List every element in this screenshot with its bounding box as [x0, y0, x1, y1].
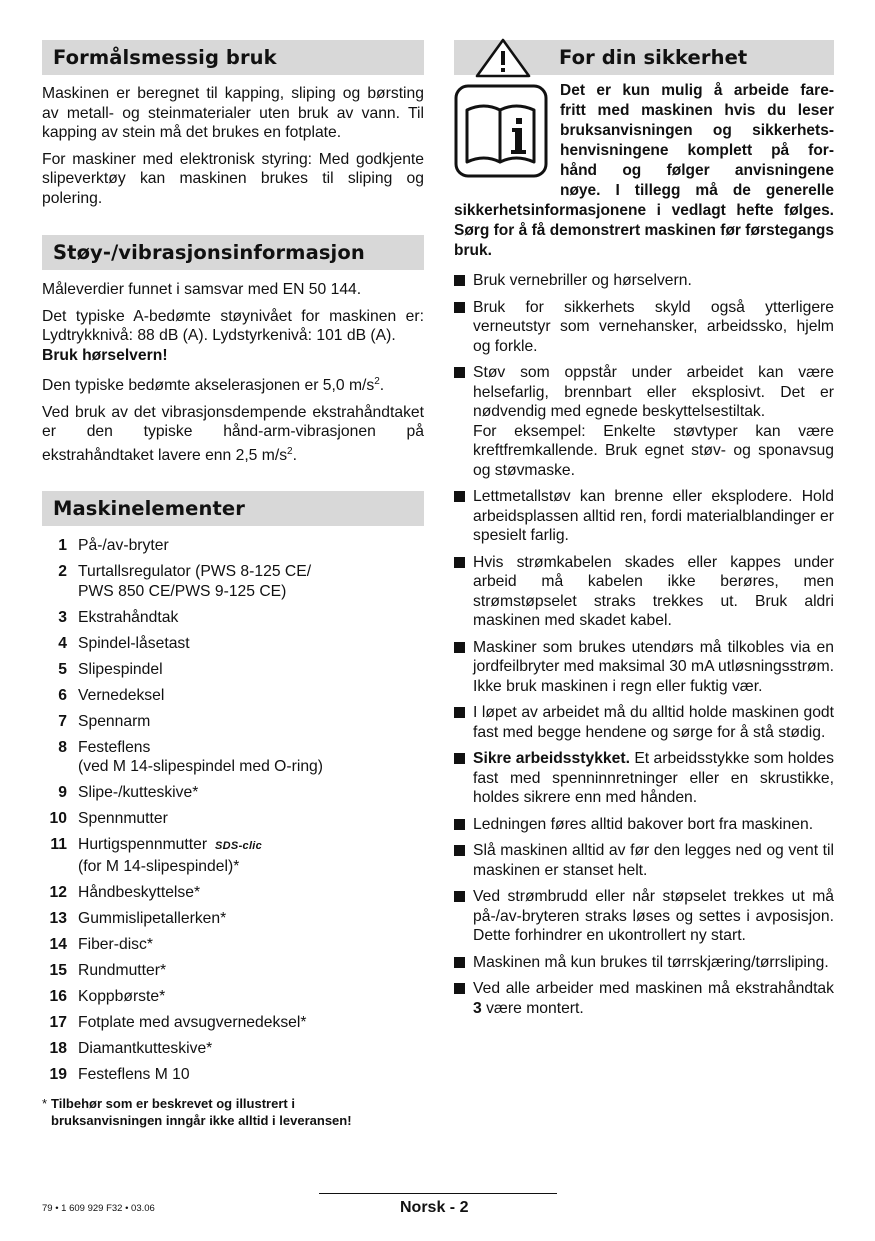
item-text: Diamantkutteskive* [78, 1039, 213, 1057]
intended-use-paragraph-1: Maskinen er beregnet til kapping, sliping og børsting av metall- og steinmaterialer uten bruk av vann. Til kapping av stein må det brukes en fotplate. [42, 85, 424, 141]
machine-element-item [42, 562, 424, 601]
item-number: 2 [58, 563, 67, 581]
accessories-footnote: * Tilbehør som er beskrevet og illustrert i bruksanvisningen inngår ikke alltid i leveransen! [42, 1095, 352, 1128]
machine-element-item [42, 909, 424, 929]
page-label: Norsk - 2 [400, 1199, 469, 1216]
bullet-square-icon [454, 642, 465, 653]
bullet-square-icon [454, 891, 465, 902]
machine-element-item [42, 536, 424, 556]
machine-element-item [42, 835, 424, 876]
bullet-square-icon [454, 845, 465, 856]
safety-intro-continued: sikkerhetsinformasjonene i vedlagt hefte følges. Sørg for å få demonstrert maskinen før førstegangs bruk. [454, 202, 834, 259]
safety-bullet: Sikre arbeidsstykket. Et arbeidsstykke som holdes fast med spenninnretninger eller en skrustikke, holdes sikrere enn med hånden. [454, 749, 834, 808]
item-number: 1 [58, 537, 67, 555]
document-code: 79 • 1 609 929 F32 • 03.06 [42, 1203, 155, 1214]
section-heading-intended-use: Formålsmessig bruk [42, 40, 424, 75]
machine-element-item [42, 608, 424, 628]
machine-element-item [42, 686, 424, 706]
item-text: Ekstrahåndtak [78, 608, 179, 626]
safety-bullet: Bruk for sikkerhets skyld også ytterligere verneutstyr som vernehansker, arbeidssko, hjelm og forkle. [454, 298, 834, 357]
item-text: Slipe-/kutteskive* [78, 784, 199, 802]
safety-bullet: Slå maskinen alltid av før den legges ned og vent til maskinen er stanset helt. [454, 841, 834, 880]
bullet-square-icon [454, 707, 465, 718]
safety-bullet: Ved strømbrudd eller når støpselet trekkes ut må på-/av-bryteren straks løses og settes i avposisjon. Dette forhindrer en ukontrollert ny start. [454, 887, 834, 946]
item-text: Rundmutter* [78, 961, 167, 979]
machine-element-item [42, 935, 424, 955]
item-number: 14 [49, 935, 67, 953]
safety-bullet: Hvis strømkabelen skades eller kappes under arbeid må kabelen ikke berøres, men strømstøpselet straks trekkes ut. Bruk aldri maskinen med skadet kabel. [454, 553, 834, 631]
intended-use-paragraph-2: For maskiner med elektronisk styring: Med godkjente slipeverktøy kan maskinen brukes til sliping og polering. [42, 150, 424, 207]
item-number: 6 [58, 686, 67, 704]
safety-instructions-list [454, 271, 834, 1018]
machine-element-item [42, 1013, 424, 1033]
item-number: 8 [58, 738, 67, 756]
safety-intro-line: fritt med maskinen hvis du leser [560, 102, 834, 119]
item-text: Gummislipetallerken* [78, 909, 227, 927]
noise-paragraph-2: Det typiske A-bedømte støynivået for maskinen er: Lydtrykknivå: 88 dB (A). Lydstyrkenivå: 101 dB (A). [42, 307, 424, 344]
item-text: Turtallsregulator (PWS 8-125 CE/ PWS 850 CE/PWS 9-125 CE) [78, 563, 312, 600]
section-heading-safety: For din sikkerhet [454, 40, 834, 75]
safety-bullet: Maskiner som brukes utendørs må tilkobles via en jordfeilbryter med maksimal 30 mA utløsningsstrøm. Ikke bruk maskinen i regn eller fuktig vær. [454, 638, 834, 697]
hearing-protection-note: Bruk hørselvern! [42, 346, 168, 364]
bullet-square-icon [454, 753, 465, 764]
item-text: Spindel-låsetast [78, 634, 190, 652]
item-text: Festeflens M 10 [78, 1065, 190, 1083]
safety-bullet: Ledningen føres alltid bakover bort fra maskinen. [454, 815, 834, 835]
machine-element-item [42, 738, 424, 777]
item-number: 15 [49, 961, 67, 979]
item-number: 12 [49, 883, 67, 901]
item-number: 16 [49, 987, 67, 1005]
item-text: Festeflens (ved M 14-slipespindel med O-ring) [78, 738, 323, 776]
safety-bullet: Maskinen må kun brukes til tørrskjæring/tørrsliping. [454, 953, 834, 973]
safety-intro-line: bruksanvisningen og sikkerhets- [560, 122, 834, 139]
item-text: Vernedeksel [78, 686, 165, 704]
bullet-square-icon [454, 367, 465, 378]
safety-intro-line: Det er kun mulig å arbeide fare- [560, 82, 834, 99]
safety-bullet: Lettmetallstøv kan brenne eller eksplodere. Hold arbeidsplassen alltid ren, fordi materialblandinger er spesielt farlig. [454, 487, 834, 546]
item-number: 13 [49, 909, 67, 927]
safety-intro-line: nøye. I tillegg må de generelle [560, 182, 834, 199]
machine-element-item [42, 712, 424, 732]
machine-element-item [42, 987, 424, 1007]
item-number: 18 [49, 1039, 67, 1057]
bullet-square-icon [454, 957, 465, 968]
noise-paragraph-3: Den typiske bedømte akselerasjonen er 5,0 $m/s^2$. [42, 376, 385, 395]
machine-element-item [42, 1039, 424, 1059]
item-number: 4 [58, 634, 67, 652]
safety-bullet: I løpet av arbeidet må du alltid holde maskinen godt fast med begge hendene og sørge for å stå stødig. [454, 703, 834, 742]
machine-element-item [42, 883, 424, 903]
machine-element-item [42, 961, 424, 981]
item-number: 3 [58, 608, 67, 626]
machine-element-item [42, 809, 424, 829]
right-column [454, 40, 834, 1018]
read-manual-icon [454, 84, 548, 178]
item-text: Håndbeskyttelse* [78, 883, 201, 901]
sds-clic-logo: SDS-clic [215, 840, 263, 853]
safety-intro-line: henvisningene komplett på for- [560, 142, 834, 159]
safety-intro-line: hånd og følger anvisningene [560, 162, 834, 179]
bullet-square-icon [454, 819, 465, 830]
warning-triangle-icon [474, 38, 532, 78]
item-text: Fiber-disc* [78, 935, 153, 953]
machine-element-item [42, 1065, 424, 1085]
item-text: Hurtigspennmutter SDS-clic (for M 14-slipespindel)* [78, 836, 263, 875]
item-number: 7 [58, 712, 67, 730]
machine-element-item [42, 634, 424, 654]
item-number: 17 [49, 1013, 67, 1031]
bullet-square-icon [454, 491, 465, 502]
safety-bullet: Støv som oppstår under arbeidet kan være helsefarlig, brennbart eller eksplosivt. Det er nødvendig med egnede beskyttelsestiltak. For eksempel: Enkelte støvtyper kan være kreftfremkallende. Bruk egnet støv- og sponavsug og støvmaske. [454, 363, 834, 480]
noise-paragraph-4: Ved bruk av det vibrasjonsdempende ekstrahåndtaket er den typiske hånd-arm-vibrasjonen på ekstrahåndtaket lavere enn 2,5 $m/s^2$. [42, 403, 424, 464]
item-number: 11 [50, 836, 67, 854]
left-column [42, 40, 424, 1129]
section-heading-machine-elements: Maskinelementer [42, 491, 424, 526]
item-number: 10 [49, 810, 67, 828]
safety-header [454, 40, 834, 76]
safety-intro [560, 81, 834, 201]
item-text: Spennarm [78, 712, 151, 730]
safety-bullet: Ved alle arbeider med maskinen må ekstrahåndtak 3 være montert. [454, 979, 834, 1018]
noise-paragraph-1: Måleverdier funnet i samsvar med EN 50 144. [42, 281, 362, 298]
machine-element-item [42, 660, 424, 680]
item-text: Koppbørste* [78, 987, 166, 1005]
machine-element-item [42, 783, 424, 803]
item-text: Fotplate med avsugvernedeksel* [78, 1013, 307, 1031]
item-text: På-/av-bryter [78, 537, 169, 555]
item-number: 5 [58, 660, 67, 678]
item-number: 19 [49, 1065, 67, 1083]
machine-elements-list [42, 536, 424, 1084]
item-text: Spennmutter [78, 810, 168, 828]
bullet-square-icon [454, 275, 465, 286]
item-text: Slipespindel [78, 660, 163, 678]
bullet-square-icon [454, 302, 465, 313]
footer-divider [319, 1193, 557, 1194]
bullet-square-icon [454, 557, 465, 568]
bullet-square-icon [454, 983, 465, 994]
item-number: 9 [58, 784, 67, 802]
section-heading-noise-vibration: Støy-/vibrasjonsinformasjon [42, 235, 424, 270]
safety-bullet: Bruk vernebriller og hørselvern. [454, 271, 834, 291]
